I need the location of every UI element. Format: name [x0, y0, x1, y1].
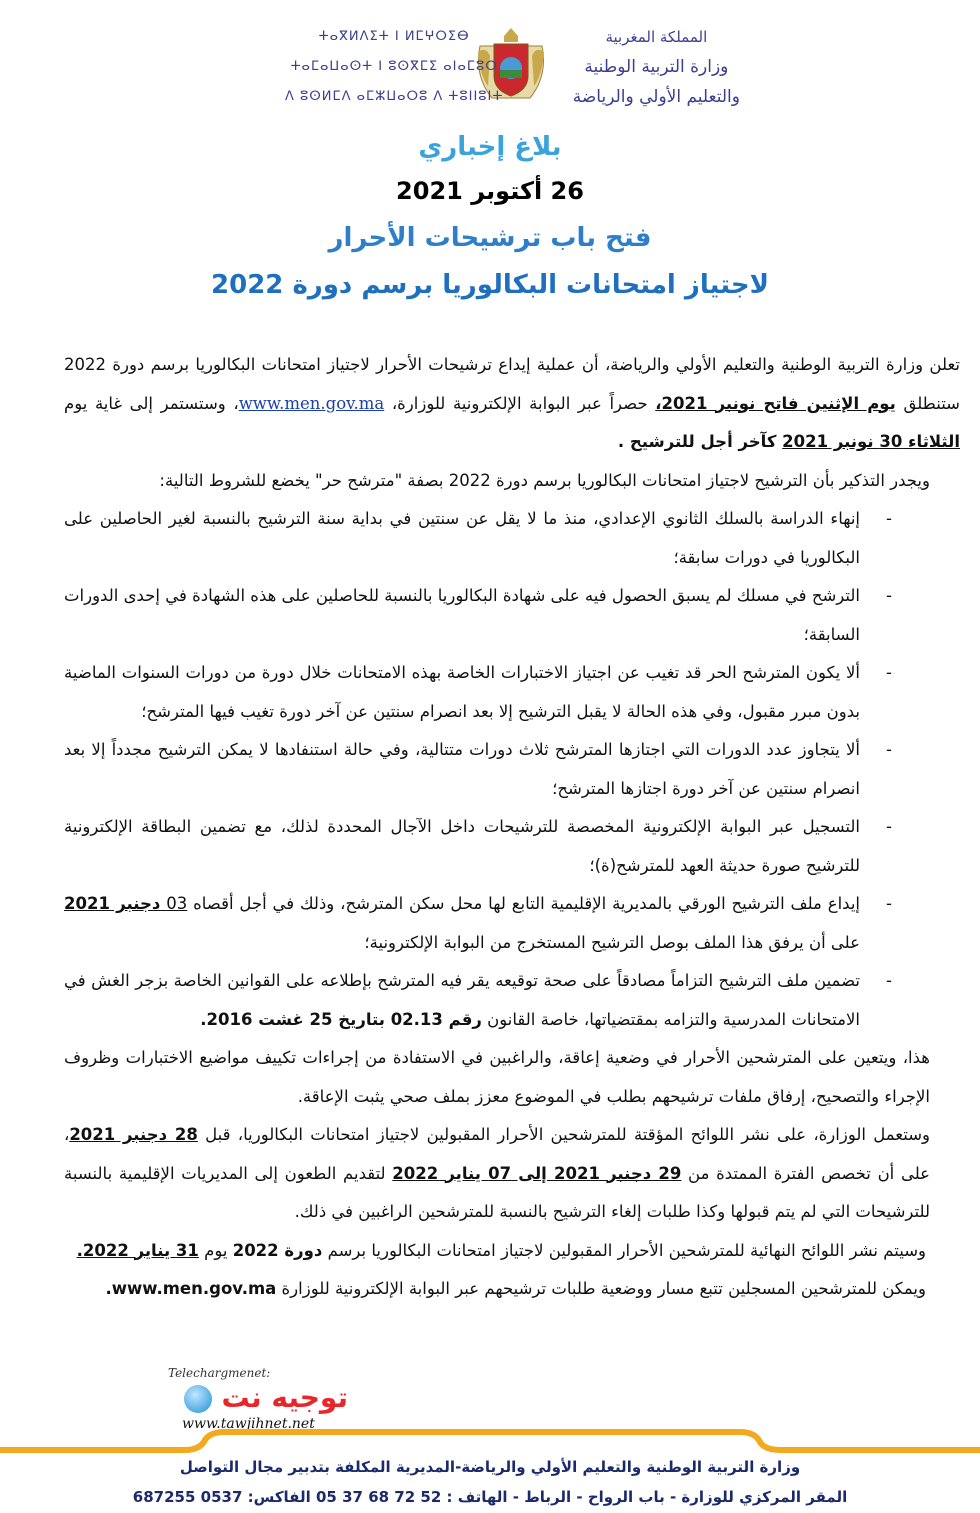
- text-segment: لتقديم الطعون إلى المديريات الإقليمية بالنسبة للترشيحات التي لم يتم قبولها وكذا طلبات إلغاء الترشيح بالنسبة للمترشحين الراغبين في ذلك.: [64, 1163, 930, 1221]
- bullet-dash-icon: -: [886, 586, 892, 605]
- tifinagh-line-3: ⴷ ⵓⵙⵍⵎⴷ ⴰⵎⵣⵡⴰⵔⵓ ⴷ ⵜⵓⵏⵏⵓⵏⵜ: [285, 89, 504, 104]
- text-segment: يوم: [198, 1240, 233, 1260]
- condition-item: [64, 577, 960, 654]
- ministry-name-line-1: وزارة التربية الوطنية: [584, 57, 729, 77]
- disability-paragraph: [64, 1039, 960, 1116]
- text-segment: وستعمل الوزارة، على نشر اللوائح المؤقتة للمترشحين الأحرار المقبولين لاجتياز امتحانات البكالوريا، قبل: [197, 1125, 930, 1144]
- footer-line-1: وزارة التربية الوطنية والتعليم الأولي والرياضة-المديرية المكلفة بتدبير مجال التواصل: [179, 1458, 801, 1476]
- text-segment: 28 دجنبر 2021: [69, 1125, 198, 1144]
- watermark-label: Telechargmenet:: [168, 1366, 271, 1380]
- text-segment: ، وستستمر إلى غاية يوم: [64, 393, 239, 413]
- text-segment: التسجيل عبر البوابة الإلكترونية المخصصة للترشيحات داخل الآجال المحددة لذلك، مع تضمين البطاقة الإلكترونية للترشيح صورة حديثة العهد للمترشح(ة)؛: [64, 817, 860, 875]
- condition-item: [64, 885, 960, 962]
- text-segment: رقم 02.13 بتاريخ 25 غشت 2016.: [200, 1009, 482, 1029]
- letterhead-tifinagh: [285, 22, 503, 112]
- document-date: 26 أكتوبر 2021: [396, 177, 584, 205]
- provisional-lists-paragraph: [64, 1116, 960, 1232]
- text-segment: تضمين ملف الترشيح التزاماً مصادقاً على صحة توقيعه يقر فيه المترشح بإطلاعه على القوانين الخاصة بزجر الغش في الامتحانات المدرسية والتزامه بمقتضياتها، خاصة القانون: [64, 971, 860, 1029]
- bullet-dash-icon: -: [886, 894, 892, 913]
- text-segment: حصراً عبر البوابة الإلكترونية للوزارة،: [384, 393, 656, 413]
- bullet-dash-icon: -: [886, 663, 892, 682]
- footer-line-2: المقر المركزي للوزارة - باب الرواح - الرباط - الهاتف : 52 72 68 37 05 الفاكس: 0537 687255: [132, 1488, 848, 1506]
- text-segment: ويجدر التذكير بأن الترشيح لاجتياز امتحانات البكالوريا برسم دورة 2022 بصفة "مترشح حر" يخضع للشروط التالية:: [159, 470, 930, 490]
- text-segment: 03: [160, 894, 188, 913]
- tifinagh-line-1: ⵜⴰⴳⵍⴷⵉⵜ ⵏ ⵍⵎⵖⵔⵉⴱ: [318, 29, 470, 44]
- condition-item: [64, 808, 960, 885]
- document-body: [64, 346, 960, 1309]
- tifinagh-line-2: ⵜⴰⵎⴰⵡⴰⵙⵜ ⵏ ⵓⵙⴳⵎⵉ ⴰⵏⴰⵎⵓⵔ: [290, 59, 498, 74]
- ministry-website-link[interactable]: www.men.gov.ma: [238, 393, 385, 413]
- text-segment: وسيتم نشر اللوائح النهائية للمترشحين الأحرار المقبولين لاجتياز امتحانات البكالوريا برسم: [322, 1240, 926, 1260]
- text-segment: 31 يناير 2022.: [76, 1240, 199, 1260]
- intro-paragraph: [64, 346, 960, 462]
- text-segment: على أن يرفق هذا الملف بوصل الترشيح المستخرج من البوابة الإلكترونية؛: [364, 932, 860, 952]
- bullet-dash-icon: -: [886, 740, 892, 759]
- bullet-dash-icon: -: [886, 817, 892, 836]
- text-segment: ، على أن تخصص الفترة الممتدة من: [64, 1125, 931, 1183]
- bullet-dash-icon: -: [886, 509, 892, 528]
- text-segment: ويمكن للمترشحين المسجلين تتبع مسار ووضعية طلبات ترشيحهم عبر البوابة الإلكترونية للوزارة: [276, 1279, 926, 1298]
- letterhead: [0, 22, 980, 112]
- headline-2: لاجتياز امتحانات البكالوريا برسم دورة 2022: [211, 270, 769, 300]
- bullet-dash-icon: -: [886, 971, 892, 990]
- watermark-brand-text: توجيه نت: [221, 1381, 348, 1414]
- text-segment: إنهاء الدراسة بالسلك الثانوي الإعدادي، منذ ما لا يقل عن سنتين في بداية سنة الترشيح بالنسبة لغير الحاصلين على البكالوريا في دورات سابقة؛: [64, 509, 860, 567]
- text-segment: www.men.gov.ma.: [105, 1279, 277, 1298]
- condition-item: [64, 962, 960, 1039]
- headline-1: فتح باب ترشيحات الأحرار: [328, 223, 652, 253]
- title-block: [0, 125, 980, 307]
- globe-icon: [184, 1385, 212, 1413]
- tracking-paragraph: [64, 1270, 960, 1309]
- text-segment: الترشح في مسلك لم يسبق الحصول فيه على شهادة البكالوريا بالنسبة للحاصلين على هذه الشهادة في إحدى الدورات السابقة؛: [64, 586, 860, 644]
- text-segment: الثلاثاء 30 نونبر 2021: [782, 432, 960, 451]
- text-segment: كآخر أجل للترشيح .: [617, 432, 783, 451]
- text-segment: 29 دجنبر 2021 إلى 07 يناير 2022: [392, 1163, 682, 1183]
- final-lists-paragraph: [64, 1232, 960, 1271]
- watermark-brand: [176, 1380, 348, 1416]
- condition-item: [64, 654, 960, 731]
- text-segment: دورة 2022: [232, 1240, 323, 1260]
- text-segment: يوم الإثنين فاتح نونبر 2021،: [655, 393, 896, 413]
- conditions-intro: [64, 462, 960, 501]
- text-segment: إيداع ملف الترشيح الورقي بالمديرية الإقليمية التابع لها محل سكن المترشح، وذلك في أجل أقصاه: [187, 894, 860, 913]
- document-kind: بلاغ إخباري: [418, 132, 562, 162]
- condition-item: [64, 500, 960, 577]
- condition-item: [64, 731, 960, 808]
- text-segment: تعلن وزارة التربية الوطنية والتعليم الأولي والرياضة، أن عملية إيداع ترشيحات الأحرار لاجتياز امتحانات البكالوريا برسم دورة 2022 ستنطلق: [64, 355, 960, 413]
- text-segment: ألا يكون المترشح الحر قد تغيب عن اجتياز الاختبارات الخاصة بهذه الامتحانات خلال دورة من دورات السنوات الماضية بدون مبرر مقبول، وفي هذه الحالة لا يقبل الترشيح إلا بعد انصرام سنتين عن آخر دورة تغيب فيها المترشح؛: [64, 663, 860, 721]
- kingdom-name: المملكة المغربية: [605, 28, 708, 46]
- letterhead-arabic: [573, 22, 740, 112]
- text-segment: دجنبر 2021: [64, 894, 161, 913]
- footer: [0, 1452, 980, 1512]
- text-segment: ألا يتجاوز عدد الدورات التي اجتازها المترشح ثلاث دورات متتالية، وفي حالة استنفادها لا يمكن الترشيح مجدداً إلا بعد انصرام سنتين عن آخر دورة اجتازها المترشح؛: [64, 740, 860, 798]
- text-segment: هذا، ويتعين على المترشحين الأحرار في وضعية إعاقة، والراغبين في الاستفادة من إجراءات تكييف مواضيع الاختبارات وظروف الإجراء والتصحيح، إرفاق ملفات ترشيحهم بطلب في الموضوع معزز بملف صحي يثبت الإعاقة.: [64, 1048, 930, 1106]
- watermark-url: www.tawjihnet.net: [182, 1416, 315, 1432]
- ministry-name-line-2: والتعليم الأولي والرياضة: [572, 87, 740, 107]
- conditions-list: [64, 500, 960, 1039]
